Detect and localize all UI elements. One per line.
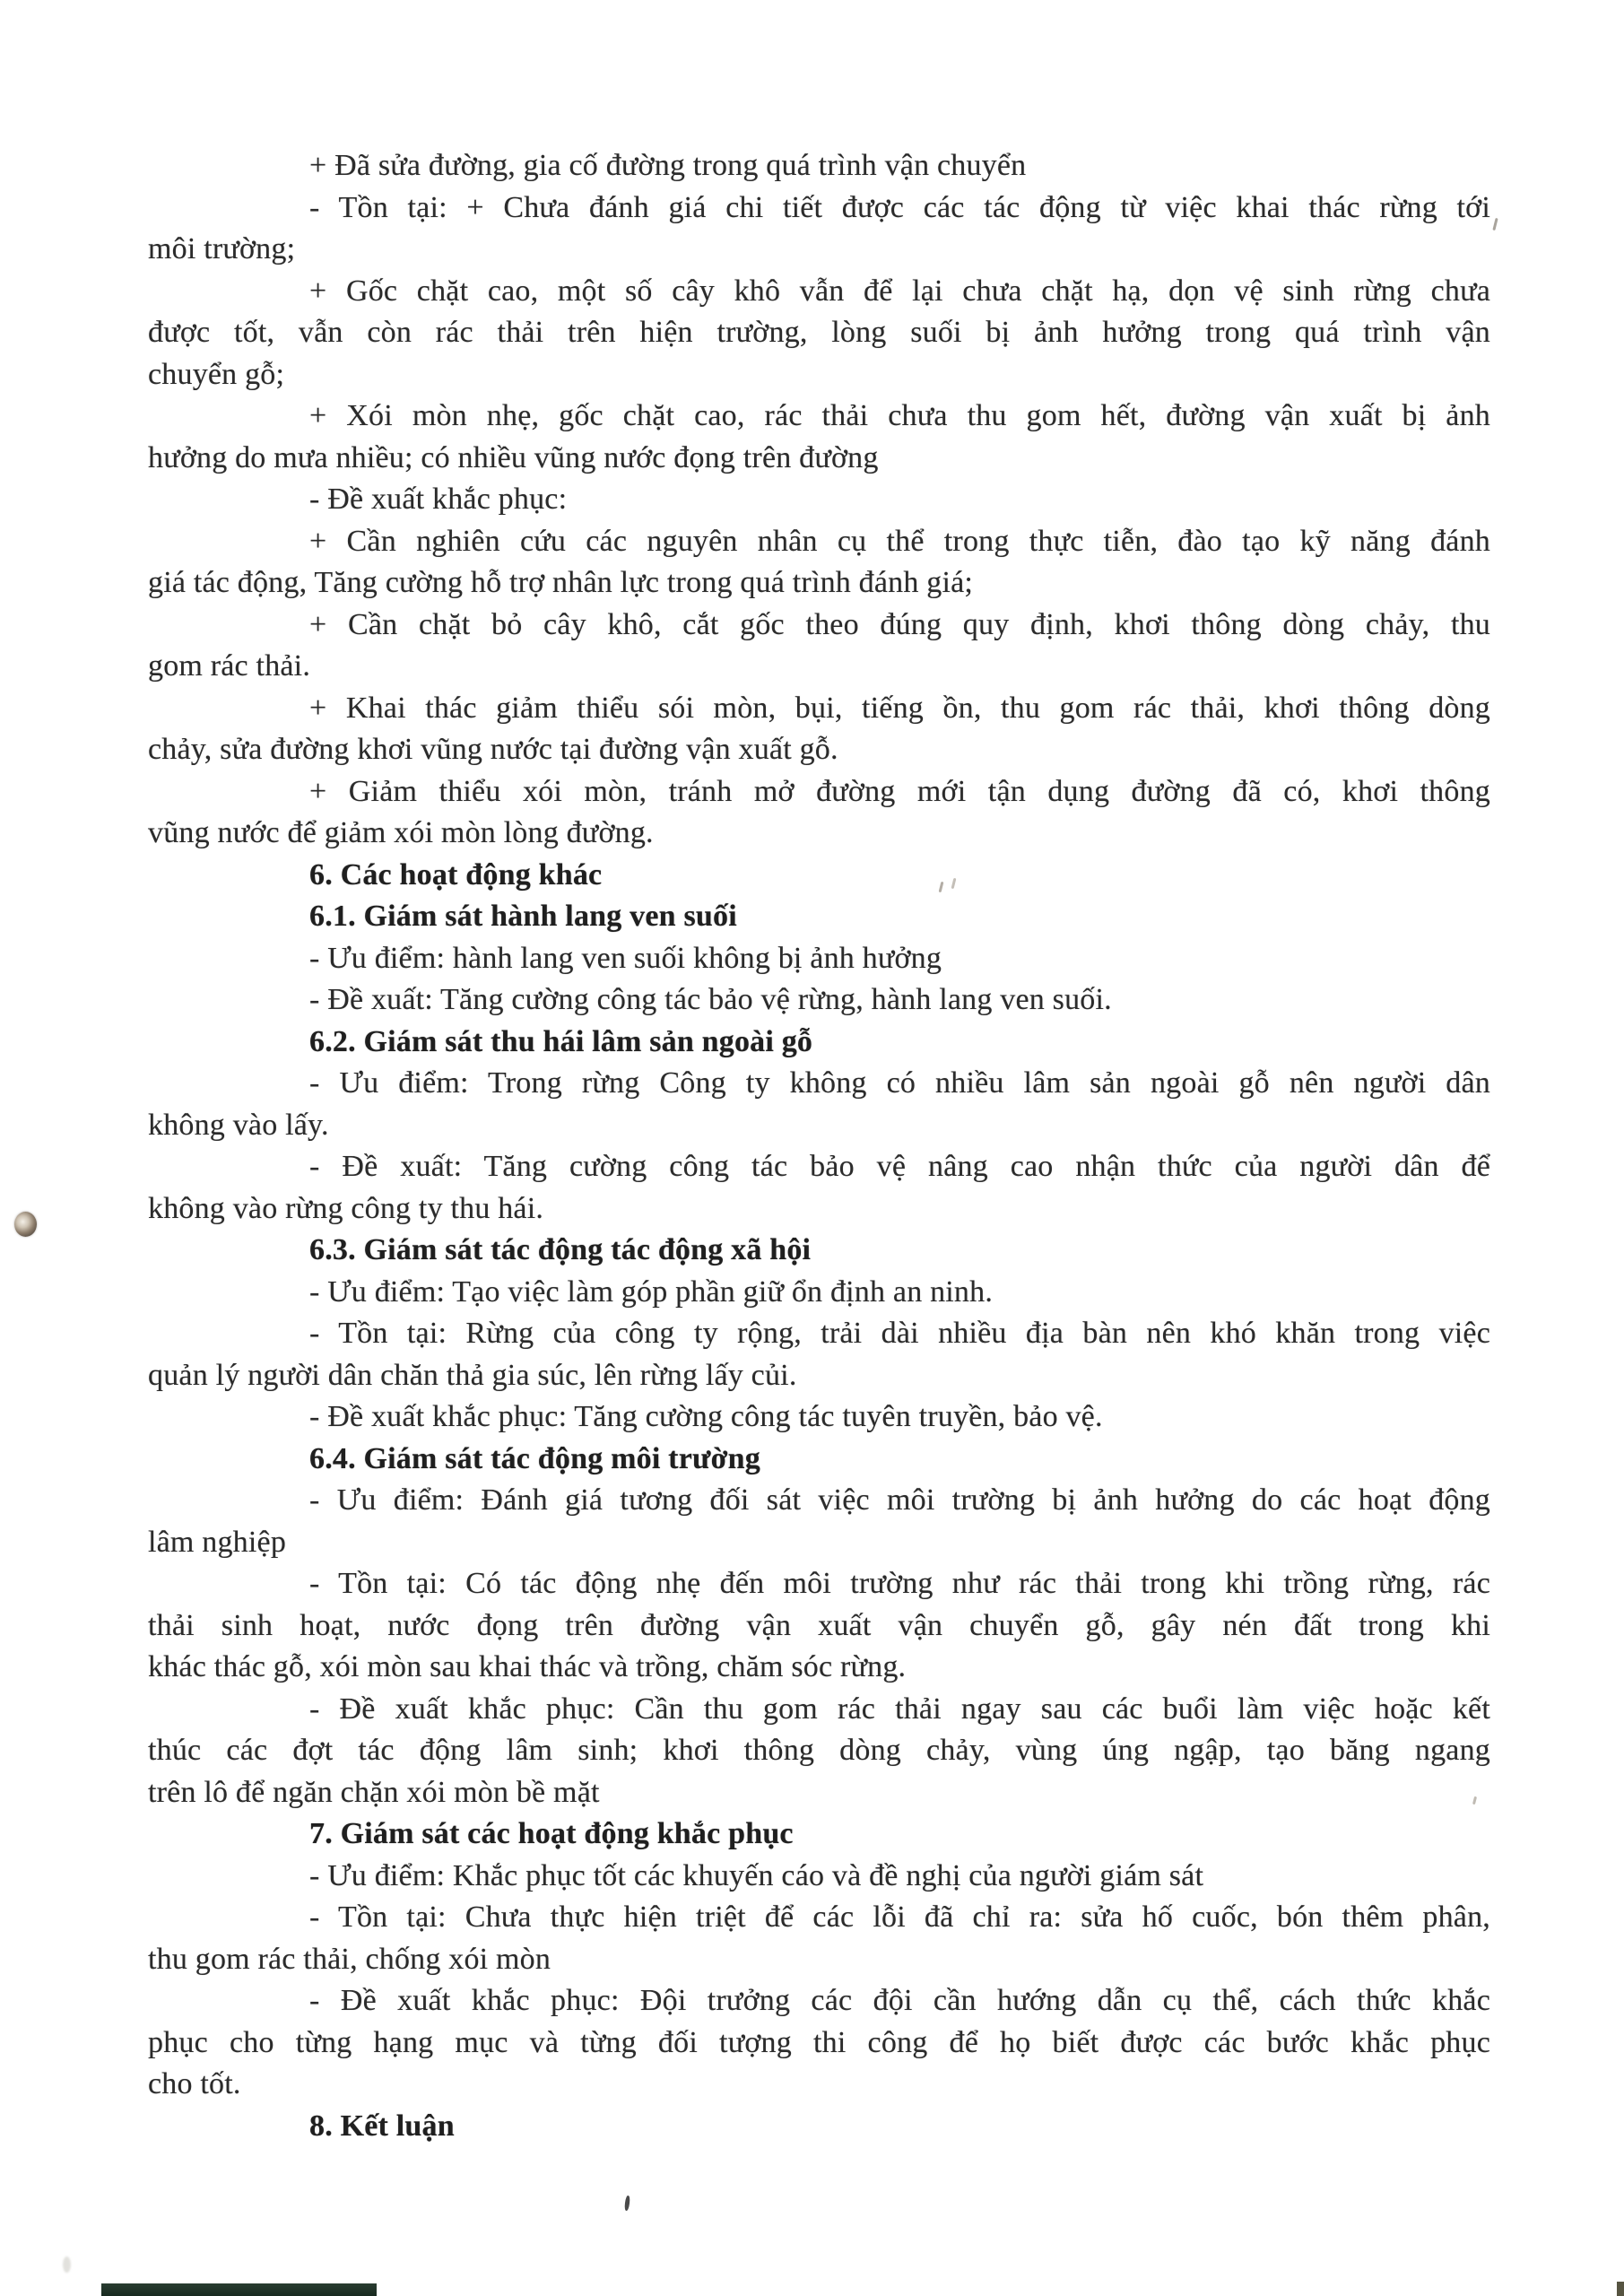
scan-edge-speck — [1617, 2282, 1624, 2296]
doc-line: thu gom rác thải, chống xói mòn — [148, 1942, 551, 1976]
doc-line: trên lô để ngăn chặn xói mòn bề mặt — [148, 1775, 600, 1809]
doc-line: + Cần nghiên cứu các nguyên nhân cụ thể trong thực tiễn, đào tạo kỹ năng đánh — [309, 524, 1490, 558]
doc-line: - Ưu điểm: Khắc phục tốt các khuyến cáo và đề nghị của người giám sát — [309, 1858, 1204, 1892]
scan-edge-bar — [101, 2283, 377, 2296]
doc-line: - Đề xuất: Tăng cường công tác bảo vệ rừng, hành lang ven suối. — [309, 983, 1112, 1016]
doc-line: - Tồn tại: Rừng của công ty rộng, trải dài nhiều địa bàn nên khó khăn trong việc — [309, 1317, 1490, 1350]
doc-line: - Đề xuất khắc phục: Tăng cường công tác tuyên truyền, bảo vệ. — [309, 1400, 1103, 1433]
doc-line: + Giảm thiểu xói mòn, tránh mở đường mới tận dụng đường đã có, khơi thông — [309, 774, 1490, 808]
stray-ink-mark — [624, 2196, 630, 2211]
doc-line: lâm nghiệp — [148, 1525, 287, 1559]
doc-line: - Đề xuất khắc phục: Cần thu gom rác thải ngay sau các buổi làm việc hoặc kết — [309, 1692, 1490, 1726]
doc-line: vũng nước để giảm xói mòn lòng đường. — [148, 816, 654, 849]
doc-line: + Xói mòn nhẹ, gốc chặt cao, rác thải chưa thu gom hết, đường vận xuất bị ảnh — [309, 399, 1490, 432]
doc-line: - Tồn tại: + Chưa đánh giá chi tiết được các tác động từ việc khai thác rừng tới — [309, 190, 1490, 224]
doc-line: + Cần chặt bỏ cây khô, cắt gốc theo đúng quy định, khơi thông dòng chảy, thu — [309, 607, 1490, 641]
doc-line: - Tồn tại: Chưa thực hiện triệt để các lỗi đã chỉ ra: sửa hố cuốc, bón thêm phân, — [309, 1900, 1490, 1934]
scan-smudge — [63, 2257, 71, 2273]
doc-line: chảy, sửa đường khơi vũng nước tại đường vận xuất gỗ. — [148, 733, 838, 766]
doc-line: - Tồn tại: Có tác động nhẹ đến môi trường như rác thải trong khi trồng rừng, rác — [309, 1567, 1490, 1600]
heading-6-3: 6.3. Giám sát tác động tác động xã hội — [309, 1233, 812, 1266]
doc-line: - Ưu điểm: Trong rừng Công ty không có nhiều lâm sản ngoài gỗ nên người dân — [309, 1066, 1490, 1100]
doc-line: phục cho từng hạng mục và từng đối tượng thi công để họ biết được các bước khắc phục — [148, 2025, 1490, 2059]
heading-6: 6. Các hoạt động khác — [309, 857, 603, 891]
doc-line: - Đề xuất khắc phục: Đội trưởng các đội cần hướng dẫn cụ thể, cách thức khắc — [309, 1984, 1490, 2017]
doc-line: - Đề xuất khắc phục: — [309, 483, 568, 516]
document-text-block — [148, 145, 1490, 2147]
doc-line: cho tốt. — [148, 2067, 241, 2100]
doc-line: khác thác gỗ, xói mòn sau khai thác và trồng, chăm sóc rừng. — [148, 1650, 907, 1683]
doc-line: môi trường; — [148, 232, 296, 265]
doc-line: không vào lấy. — [148, 1108, 329, 1142]
heading-8: 8. Kết luận — [309, 2109, 455, 2143]
doc-line: hưởng do mưa nhiều; có nhiều vũng nước đọng trên đường — [148, 440, 879, 474]
doc-line: giá tác động, Tăng cường hỗ trợ nhân lực trong quá trình đánh giá; — [148, 566, 974, 599]
doc-line: - Đề xuất: Tăng cường công tác bảo vệ nâng cao nhận thức của người dân để — [309, 1150, 1490, 1183]
doc-line: chuyển gỗ; — [148, 357, 285, 391]
pencil-tick-mark — [1492, 218, 1498, 230]
heading-6-1: 6.1. Giám sát hành lang ven suối — [309, 900, 737, 933]
doc-line: + Khai thác giảm thiểu sói mòn, bụi, tiếng ồn, thu gom rác thải, khơi thông dòng — [309, 691, 1490, 725]
doc-line: - Ưu điểm: hành lang ven suối không bị ảnh hưởng — [309, 941, 942, 975]
doc-line: + Đã sửa đường, gia cố đường trong quá trình vận chuyển — [309, 149, 1027, 182]
heading-6-4: 6.4. Giám sát tác động môi trường — [309, 1441, 760, 1475]
doc-line: thúc các đợt tác động lâm sinh; khơi thông dòng chảy, vùng úng ngập, tạo băng ngang — [148, 1734, 1490, 1767]
hole-punch-mark — [14, 1212, 37, 1237]
doc-line: thải sinh hoạt, nước đọng trên đường vận xuất vận chuyển gỗ, gây nén đất trong khi — [148, 1608, 1490, 1642]
doc-line: + Gốc chặt cao, một số cây khô vẫn để lại chưa chặt hạ, dọn vệ sinh rừng chưa — [309, 274, 1490, 308]
doc-line: gom rác thải. — [148, 649, 311, 683]
doc-line: không vào rừng công ty thu hái. — [148, 1191, 544, 1225]
doc-line: quản lý người dân chăn thả gia súc, lên rừng lấy củi. — [148, 1358, 797, 1392]
doc-line: được tốt, vẫn còn rác thải trên hiện trường, lòng suối bị ảnh hưởng trong quá trình vận — [148, 316, 1490, 349]
heading-6-2: 6.2. Giám sát thu hái lâm sản ngoài gỗ — [309, 1024, 813, 1058]
doc-line: - Ưu điểm: Đánh giá tương đối sát việc môi trường bị ảnh hưởng do các hoạt động — [309, 1483, 1490, 1517]
heading-7: 7. Giám sát các hoạt động khắc phục — [309, 1817, 794, 1850]
doc-line: - Ưu điểm: Tạo việc làm góp phần giữ ổn định an ninh. — [309, 1274, 994, 1309]
